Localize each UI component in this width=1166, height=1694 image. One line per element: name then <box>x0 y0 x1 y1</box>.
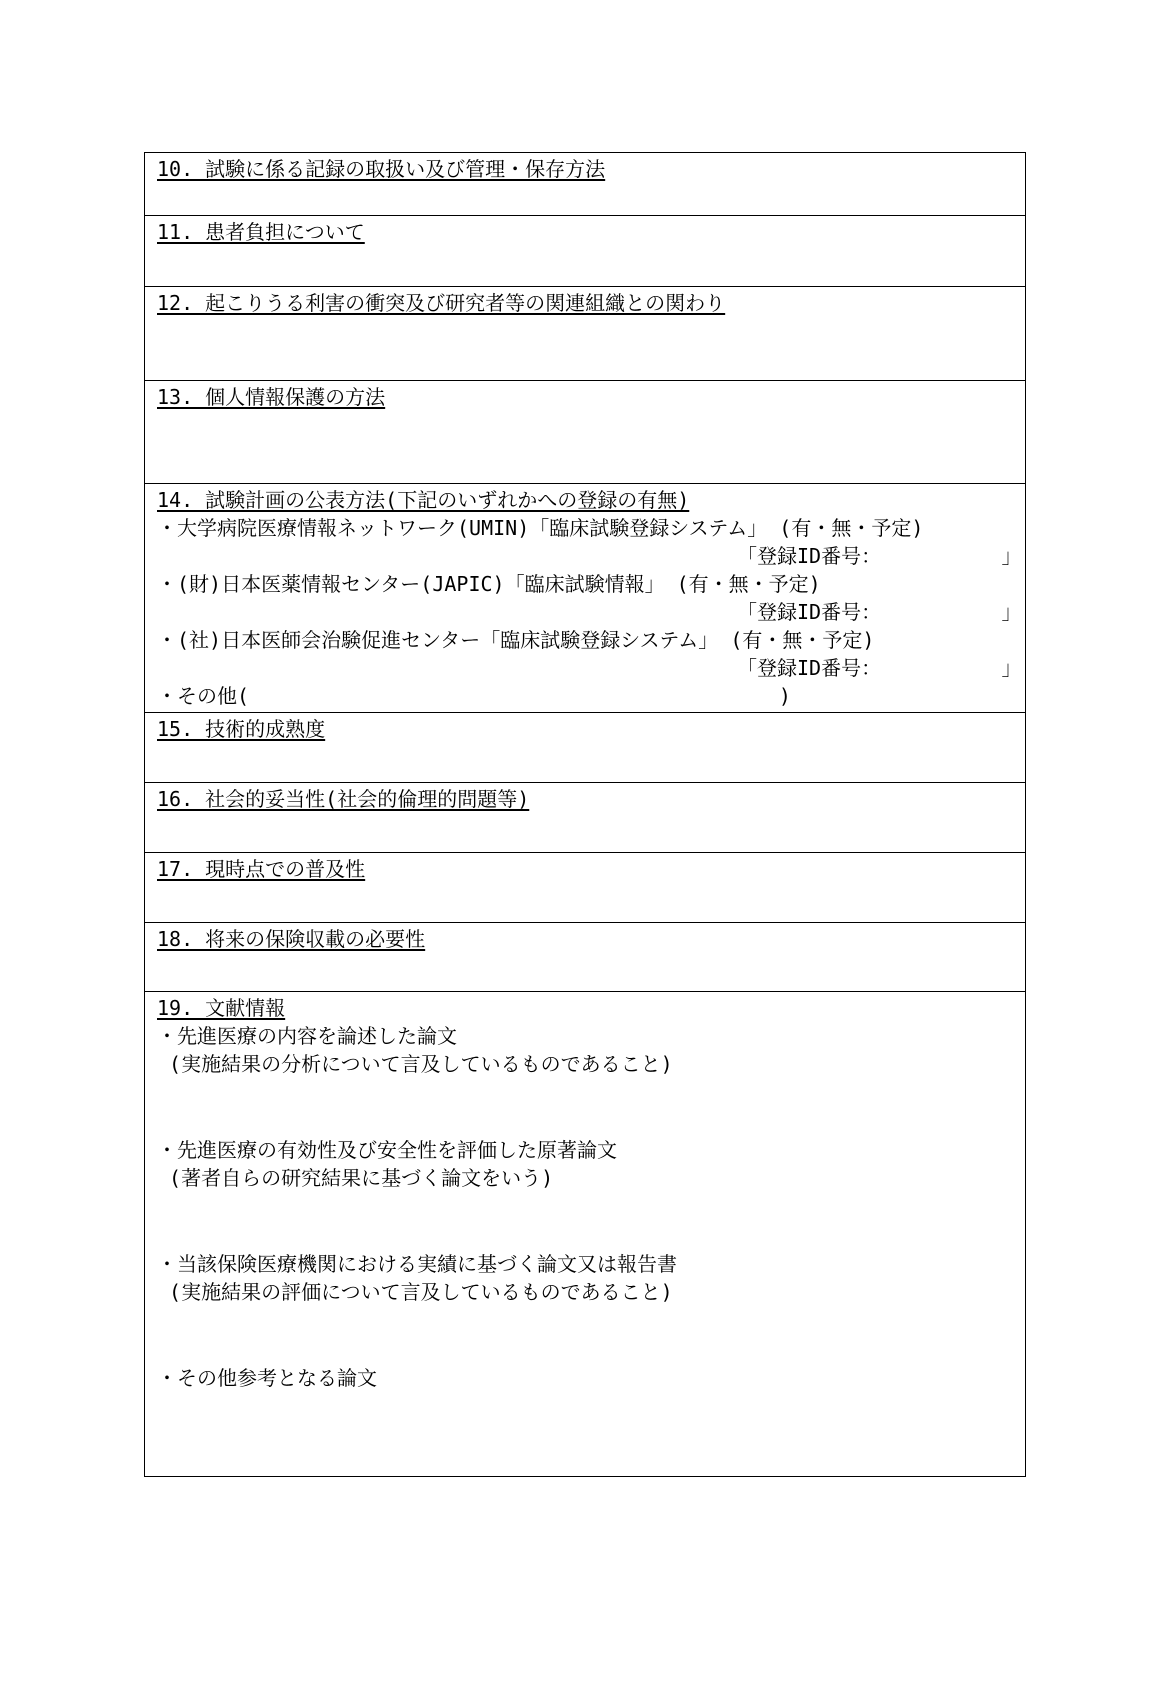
section-heading: 10. 試験に係る記録の取扱い及び管理・保存方法 <box>157 157 606 181</box>
section-heading: 13. 個人情報保護の方法 <box>157 385 386 409</box>
section-heading: 16. 社会的妥当性(社会的倫理的問題等) <box>157 787 530 811</box>
section-18 <box>145 922 1025 991</box>
application-form-table <box>144 152 1026 1477</box>
registry-id-jma: 「登録ID番号： 」 <box>737 656 1022 680</box>
registry-japic: ・(財)日本医薬情報センター(JAPIC)「臨床試験情報」 (有・無・予定) <box>157 572 821 596</box>
section-19 <box>145 991 1025 1476</box>
section-heading: 19. 文献情報 <box>157 996 286 1020</box>
literature-item: ・当該保険医療機関における実績に基づく論文又は報告書 <box>157 1252 677 1276</box>
literature-note: (著者自らの研究結果に基づく論文をいう) <box>157 1166 554 1190</box>
section-17 <box>145 852 1025 922</box>
section-10 <box>145 153 1025 215</box>
registry-jma: ・(社)日本医師会治験促進センター「臨床試験登録システム」 (有・無・予定) <box>157 628 875 652</box>
section-14 <box>145 483 1025 712</box>
section-heading: 14. 試験計画の公表方法(下記のいずれかへの登録の有無) <box>157 488 690 512</box>
section-heading: 17. 現時点での普及性 <box>157 857 366 881</box>
section-heading: 11. 患者負担について <box>157 220 365 244</box>
section-heading: 18. 将来の保険収載の必要性 <box>157 927 426 951</box>
section-12 <box>145 286 1025 380</box>
section-16 <box>145 782 1025 852</box>
literature-note: (実施結果の評価について言及しているものであること) <box>157 1280 673 1304</box>
registry-id-japic: 「登録ID番号： 」 <box>737 600 1022 624</box>
section-13 <box>145 380 1025 483</box>
registry-id-umin: 「登録ID番号： 」 <box>737 544 1022 568</box>
registry-other: ・その他( ) <box>157 684 791 708</box>
registry-umin: ・大学病院医療情報ネットワーク(UMIN)「臨床試験登録システム」 (有・無・予定) <box>157 516 924 540</box>
section-15 <box>145 712 1025 782</box>
literature-item: ・その他参考となる論文 <box>157 1366 377 1390</box>
literature-item: ・先進医療の内容を論述した論文 <box>157 1024 457 1048</box>
section-heading: 12. 起こりうる利害の衝突及び研究者等の関連組織との関わり <box>157 291 726 315</box>
literature-item: ・先進医療の有効性及び安全性を評価した原著論文 <box>157 1138 617 1162</box>
section-heading: 15. 技術的成熟度 <box>157 717 326 741</box>
section-11 <box>145 215 1025 286</box>
literature-note: (実施結果の分析について言及しているものであること) <box>157 1052 673 1076</box>
